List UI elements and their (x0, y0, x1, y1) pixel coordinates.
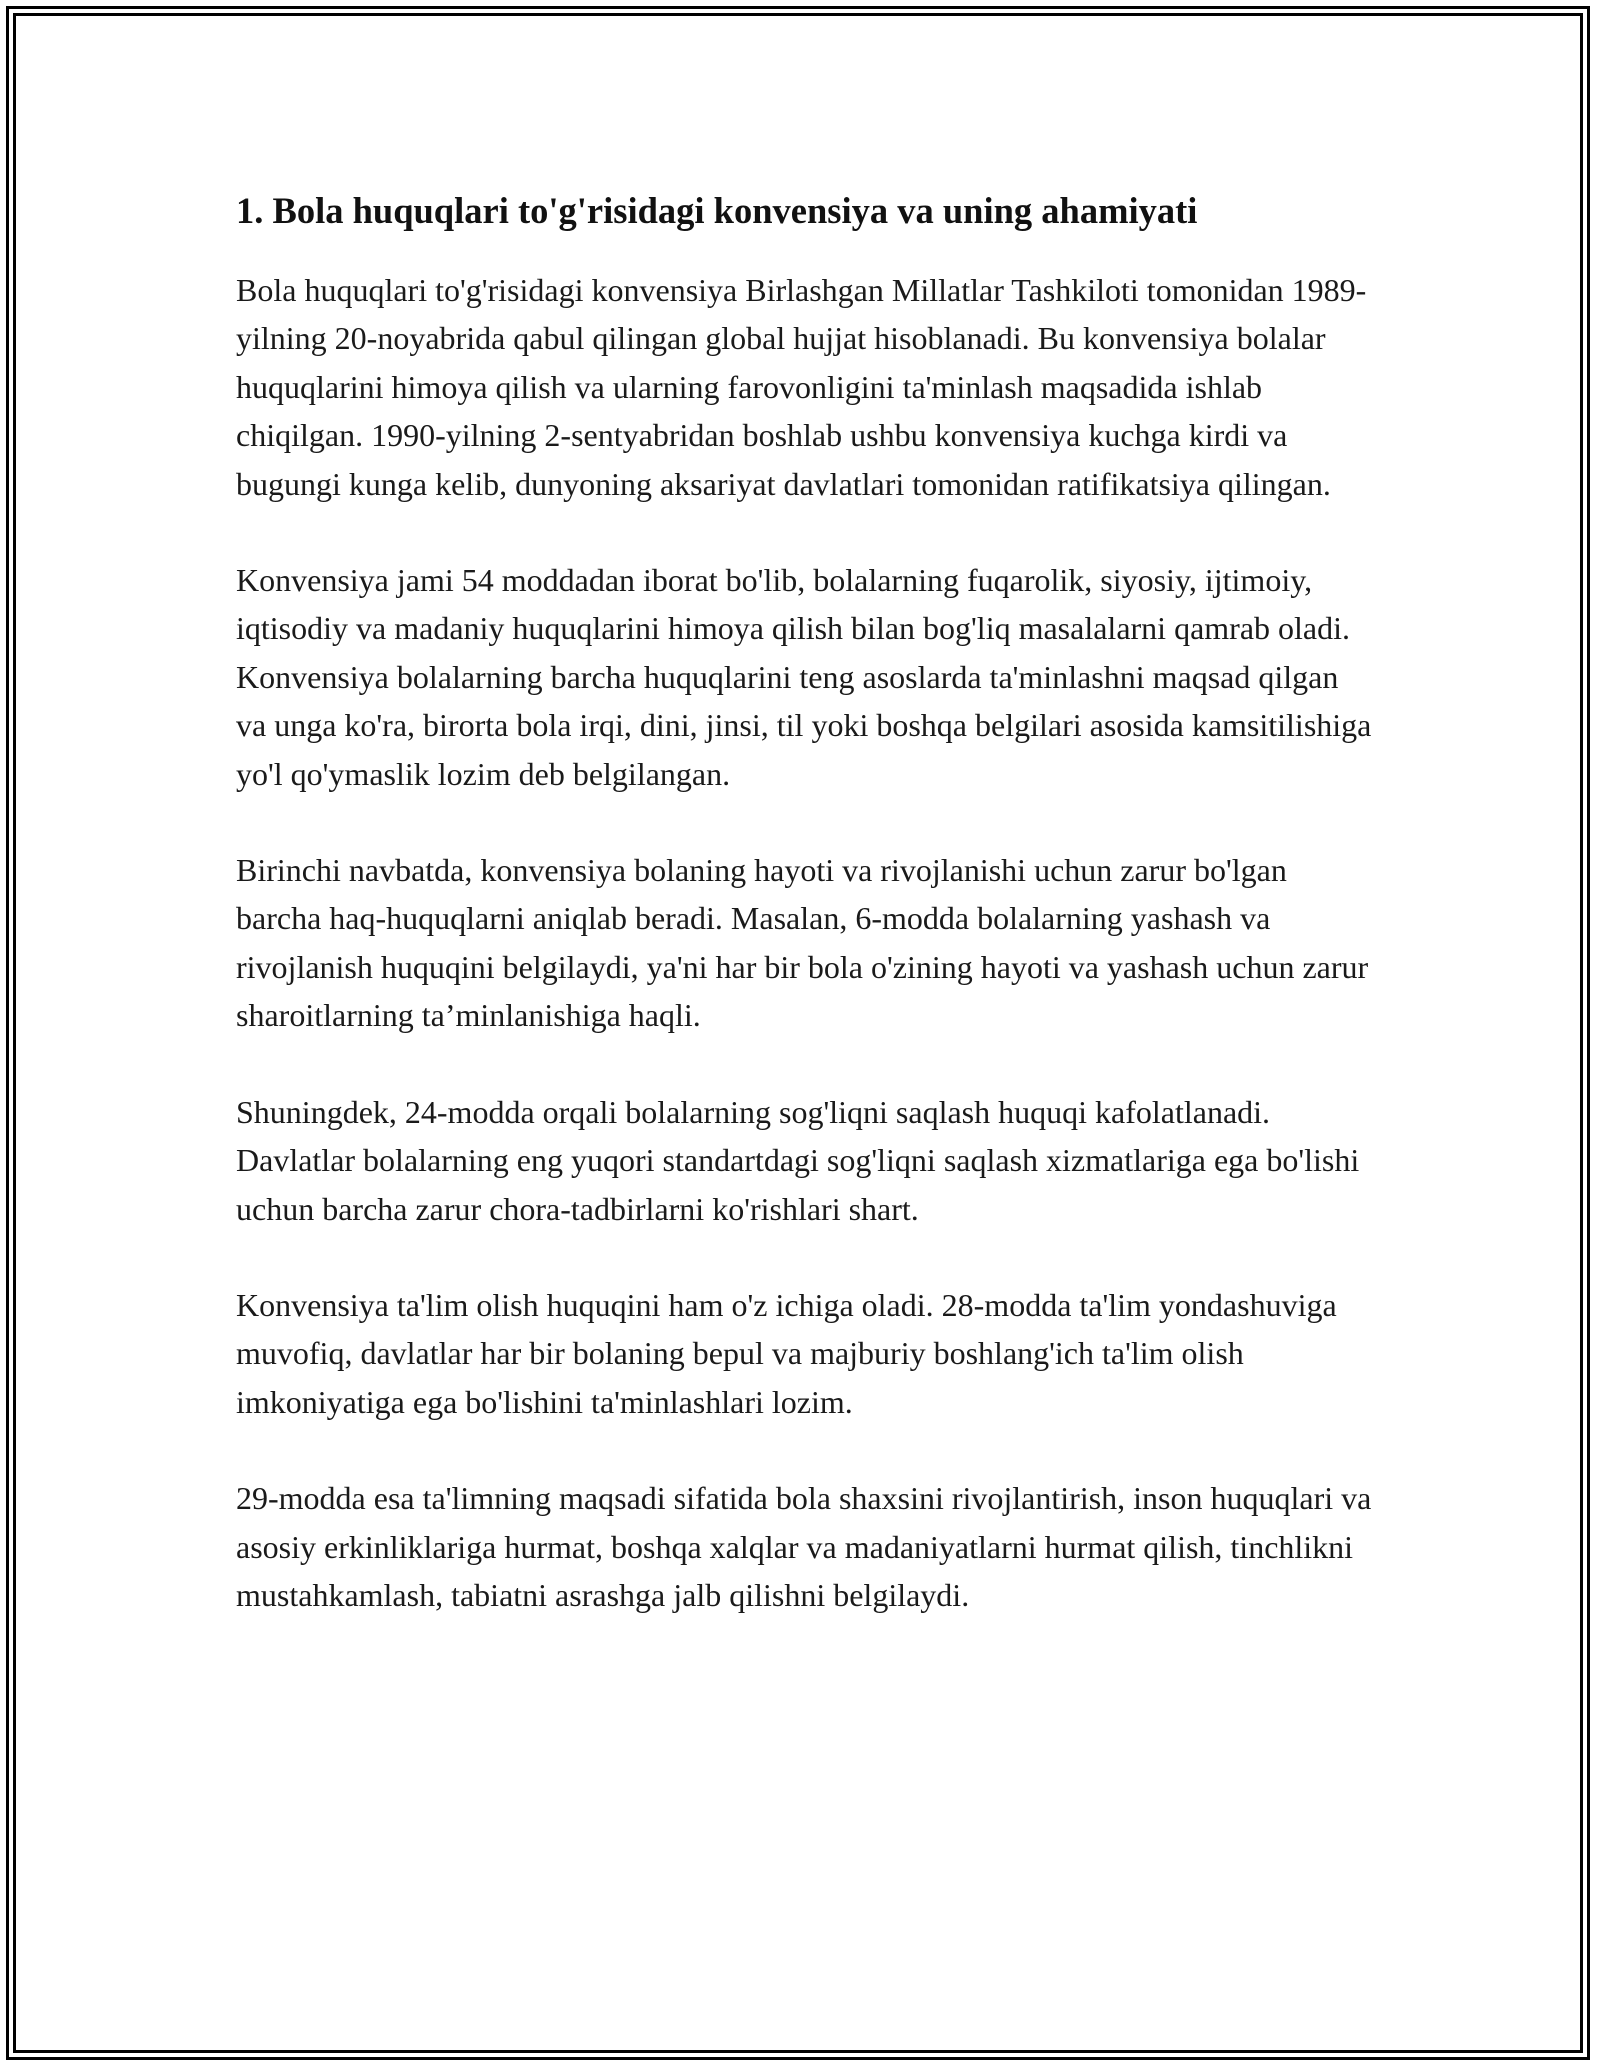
paragraph-3: Birinchi navbatda, konvensiya bolaning hayoti va rivojlanishi uchun zarur bo'lgan barcha haq-huquqlarni aniqlab beradi. Masalan, 6-modda bolalarning yashash va rivojlanish huquqini belgilaydi, ya'ni har bir bola o'zining hayoti va yashash uchun zarur sharoitlarning ta’minlanishiga haqli. (236, 852, 1369, 1034)
paragraph-6: 29-modda esa ta'limning maqsadi sifatida bola shaxsini rivojlantirish, inson huquqlari va asosiy erkinliklariga hurmat, boshqa xalqlar va madaniyatlarni hurmat qilish, tinchlikni mustahkamlash, tabiatni asrashga jalb qilishni belgilaydi. (236, 1480, 1372, 1613)
paragraph-2: Konvensiya jami 54 moddadan iborat bo'lib, bolalarning fuqarolik, siyosiy, ijtimoiy, iqtisodiy va madaniy huquqlarini himoya qilish bilan bog'liq masalalarni qamrab oladi. Konvensiya bolalarning barcha huquqlarini teng asoslarda ta'minlashni maqsad qilgan va unga ko'ra, birorta bola irqi, dini, jinsi, til yoki boshqa belgilari asosida kamsitilishiga yo'l qo'ymaslik lozim deb belgilangan. (236, 562, 1372, 792)
section-heading: 1. Bola huquqlari to'g'risidagi konvensiya va uning ahamiyati (236, 190, 1198, 231)
paragraph-5: Konvensiya ta'lim olish huquqini ham o'z ichiga oladi. 28-modda ta'lim yondashuviga muvofiq, davlatlar har bir bolaning bepul va majburiy boshlang'ich ta'lim olish imkoniyatiga ega bo'lishini ta'minlashlari lozim. (236, 1286, 1337, 1420)
document-body (236, 186, 1376, 1667)
paragraph-4: Shuningdek, 24-modda orqali bolalarning sog'liqni saqlash huquqi kafolatlanadi. Davlatlar bolalarning eng yuqori standartdagi sog'liqni saqlash xizmatlariga ega bo'lishi uchun barcha zarur chora-tadbirlarni ko'rishlari shart. (236, 1093, 1360, 1227)
paragraph-1: Bola huquqlari to'g'risidagi konvensiya Birlashgan Millatlar Tashkiloti tomonidan 1989-yilning 20-noyabrida qabul qilingan global hujjat hisoblanadi. Bu konvensiya bolalar huquqlarini himoya qilish va ularning farovonligini ta'minlash maqsadida ishlab chiqilgan. 1990-yilning 2-sentyabridan boshlab ushbu konvensiya kuchga kirdi va bugungi kunga kelib, dunyoning aksariyat davlatlari tomonidan ratifikatsiya qilingan. (236, 272, 1367, 502)
